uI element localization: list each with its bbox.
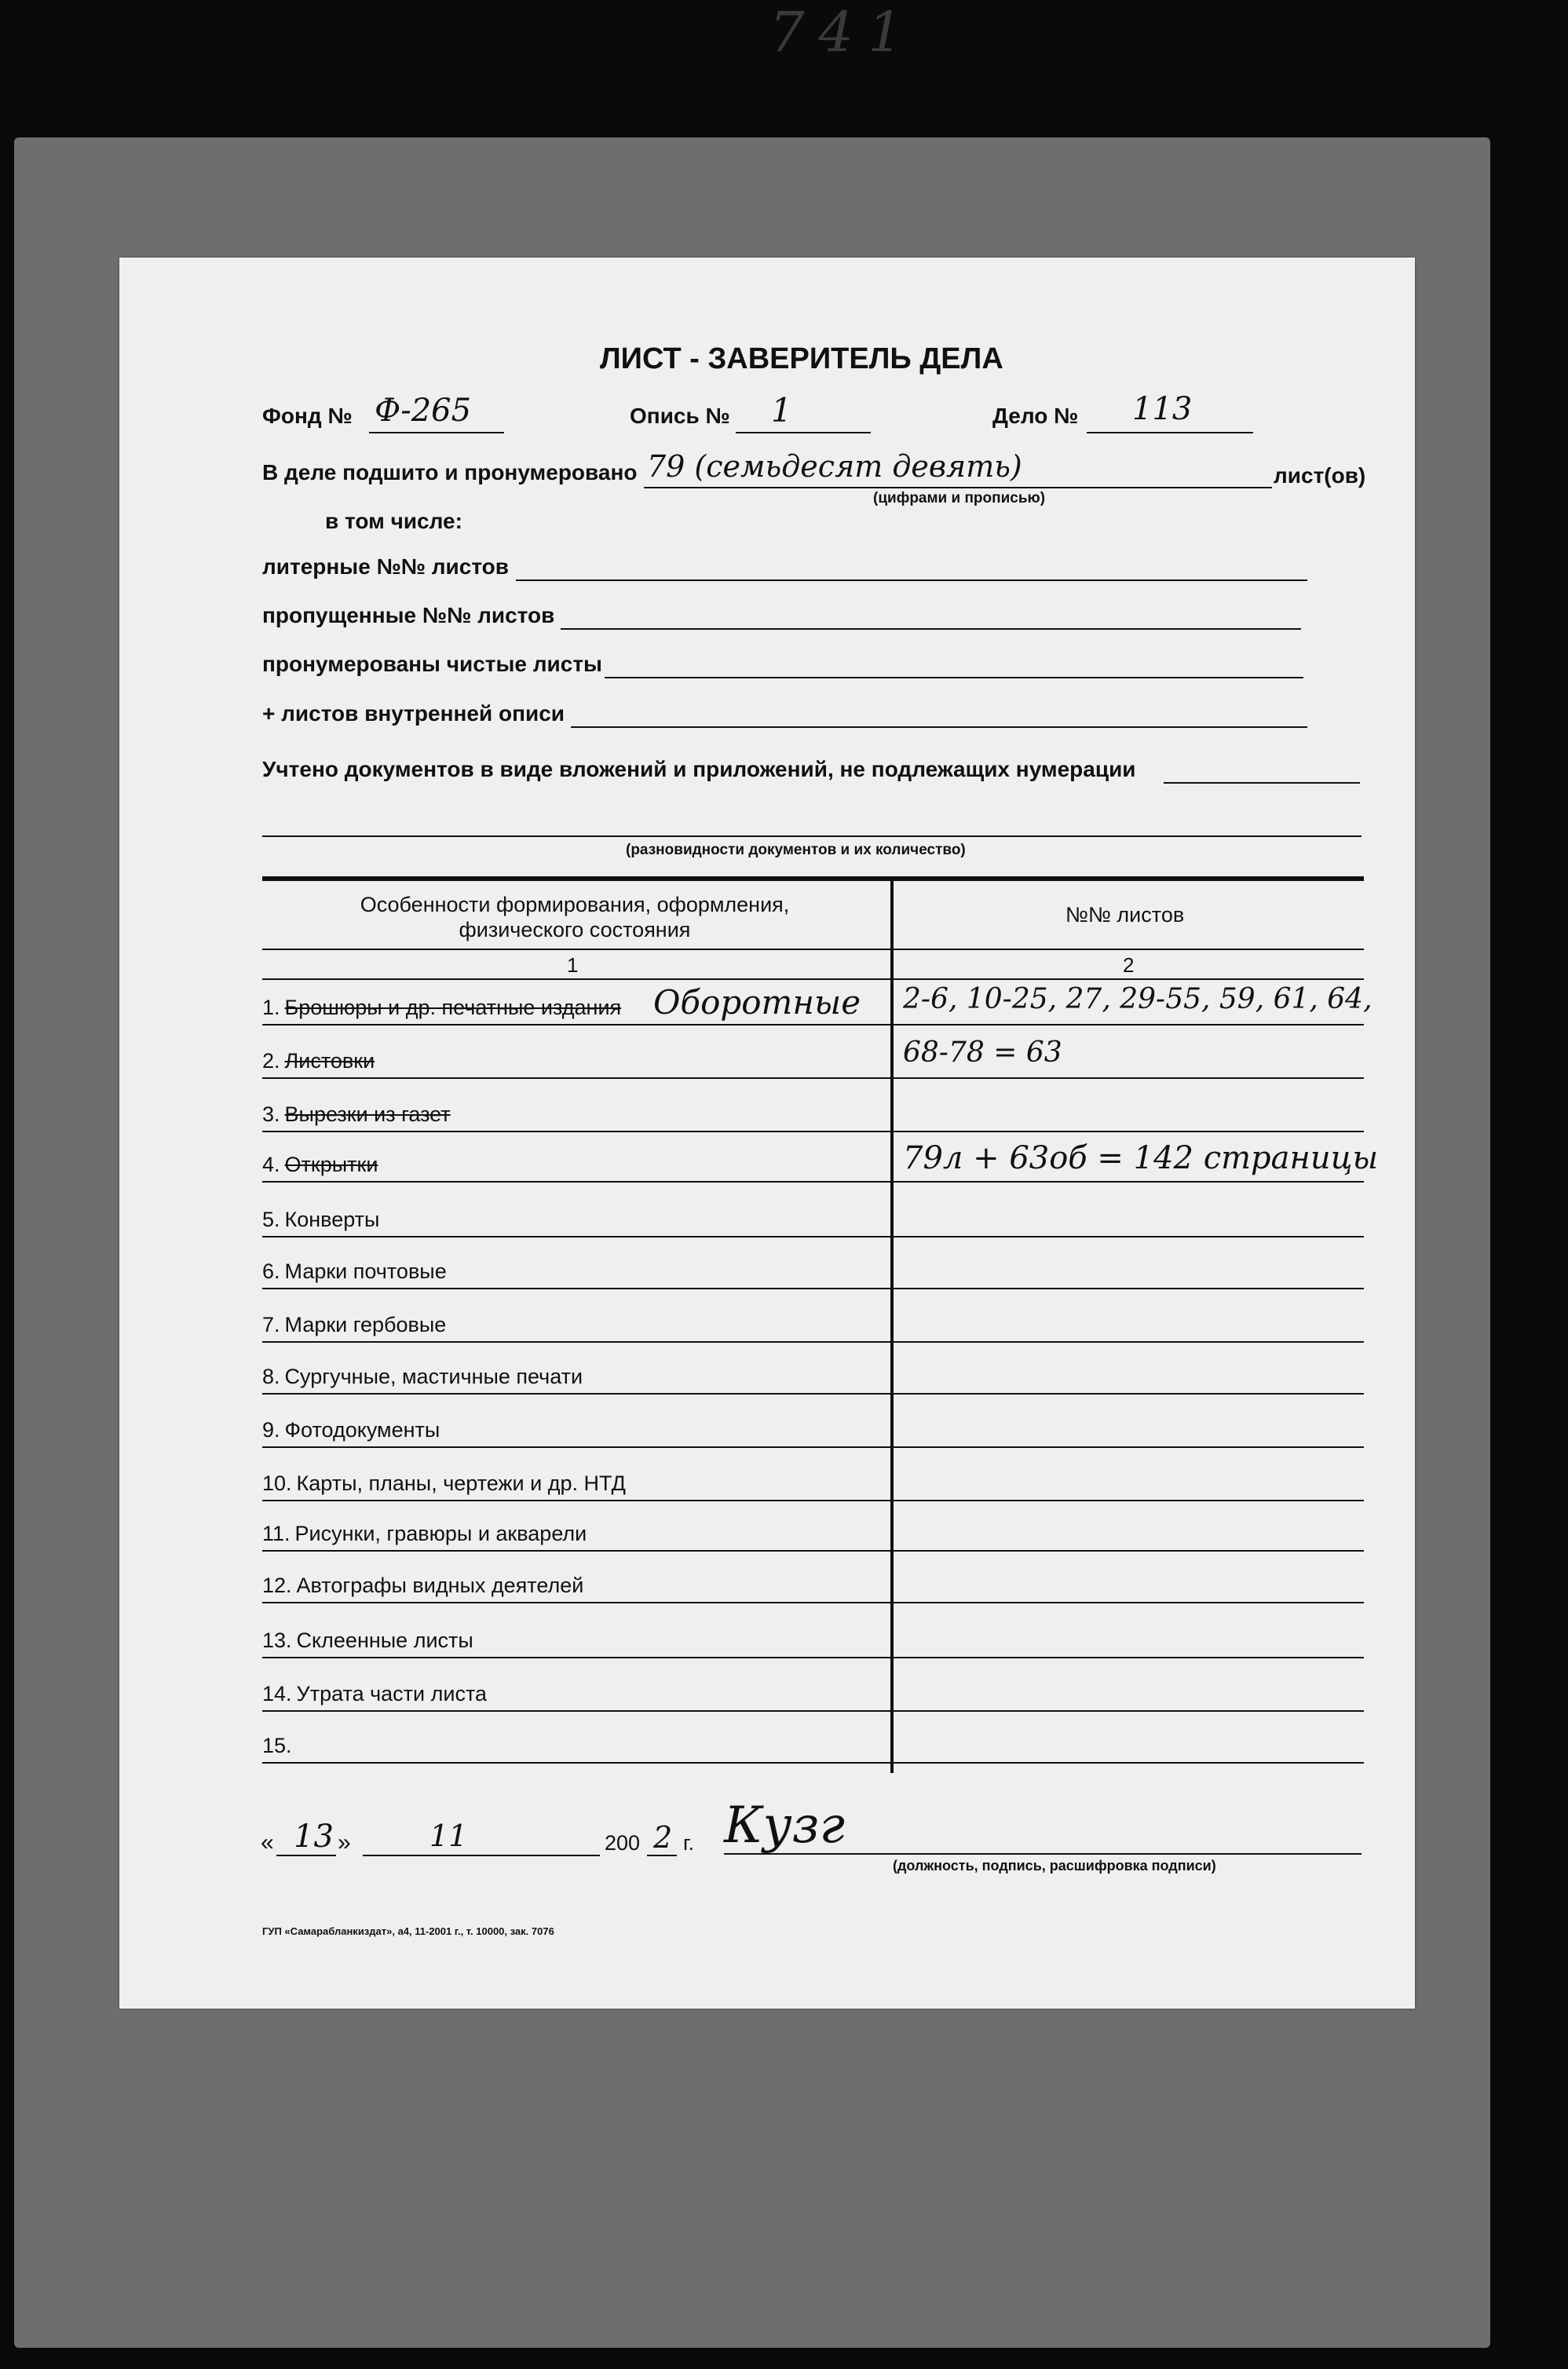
- date-month-line: [363, 1855, 600, 1856]
- date-year-suffix: г.: [683, 1831, 695, 1855]
- row-12-label: [262, 1574, 583, 1598]
- row-13-rule: [262, 1657, 1364, 1658]
- date-year-line: [647, 1855, 677, 1856]
- row-11-rule: [262, 1550, 1364, 1552]
- row-number: 7.: [262, 1313, 280, 1336]
- row-1-sheets: 2-6, 10-25, 27, 29-55, 59, 61, 64,: [903, 983, 1372, 1015]
- row-9-rule: [262, 1446, 1364, 1448]
- row-number: 6.: [262, 1259, 280, 1283]
- literal-sheets-label: литерные №№ листов: [262, 554, 510, 579]
- print-imprint: ГУП «Самарабланкиздат», а4, 11-2001 г., т. 10000, зак. 7076: [262, 1925, 554, 1937]
- sewn-caption: (цифрами и прописью): [873, 490, 1046, 506]
- scan-mark: [754, 0, 942, 71]
- row-3-label: [262, 1102, 451, 1127]
- row-12-rule: [262, 1602, 1364, 1603]
- table-column-divider: [890, 878, 894, 1773]
- signature-caption: (должность, подпись, расшифровка подписи): [893, 1858, 1216, 1874]
- row-text: Карты, планы, чертежи и др. НТД: [296, 1471, 626, 1495]
- row-15-rule: [262, 1762, 1364, 1764]
- row-number: 4.: [262, 1153, 280, 1176]
- date-year-digit: 2: [653, 1820, 673, 1855]
- row-4-sheets: 79л + 63об = 142 страницы: [903, 1140, 1379, 1176]
- skipped-sheets-line: [561, 628, 1301, 630]
- opis-value: 1: [771, 391, 792, 430]
- row-4-label: [262, 1153, 378, 1177]
- row-text: Утрата части листа: [296, 1682, 488, 1705]
- internal-inventory-label: + листов внутренней описи: [262, 701, 565, 726]
- row-8-label: [262, 1365, 583, 1389]
- row-1-label: [262, 996, 621, 1020]
- col2-header: №№ листов: [1065, 903, 1185, 927]
- row-8-rule: [262, 1393, 1364, 1395]
- row-6-label: [262, 1259, 447, 1284]
- date-day: 13: [294, 1819, 334, 1855]
- row-5-label: [262, 1208, 379, 1232]
- including-label: в том числе:: [325, 509, 462, 533]
- row-2-sheets: 68-78 = 63: [903, 1036, 1062, 1069]
- row-6-rule: [262, 1288, 1364, 1289]
- attachments-caption: (разновидности документов и их количество): [626, 842, 966, 858]
- certification-sheet: [119, 258, 1415, 2009]
- row-number: 12.: [262, 1574, 292, 1597]
- row-5-rule: [262, 1236, 1364, 1238]
- delo-underline: [1087, 432, 1253, 433]
- table-top-rule: [262, 876, 1364, 881]
- row-text: Брошюры и др. печатные издания: [284, 996, 622, 1019]
- row-number: 8.: [262, 1365, 280, 1388]
- row-number: 13.: [262, 1629, 292, 1652]
- row-number: 2.: [262, 1049, 280, 1073]
- row-13-label: [262, 1629, 473, 1653]
- col1-number: 1: [567, 953, 579, 977]
- row-text: Листовки: [284, 1049, 375, 1073]
- row-text: Вырезки из газет: [284, 1102, 451, 1126]
- row-14-label: [262, 1682, 487, 1706]
- row-10-label: [262, 1471, 626, 1496]
- col2-number: 2: [1123, 953, 1135, 977]
- row-2-rule: [262, 1077, 1364, 1079]
- blank-sheets-label: пронумерованы чистые листы: [262, 652, 602, 676]
- row-number: 10.: [262, 1471, 292, 1495]
- sewn-label: В деле подшито и пронумеровано: [262, 460, 638, 484]
- sewn-underline: [644, 487, 1272, 488]
- date-year-prefix: 200: [605, 1831, 641, 1855]
- row-3-rule: [262, 1131, 1364, 1132]
- row-7-label: [262, 1313, 446, 1337]
- signature-line: [724, 1853, 1361, 1855]
- date-month: 11: [429, 1819, 468, 1853]
- row-text: Открытки: [284, 1153, 378, 1176]
- header-rule: [262, 949, 1364, 950]
- row-14-rule: [262, 1710, 1364, 1712]
- row-7-rule: [262, 1341, 1364, 1343]
- row-number: 14.: [262, 1682, 292, 1705]
- row-number: 15.: [262, 1734, 292, 1757]
- col1-header: Особенности формирования, оформления, физического состояния: [360, 893, 790, 941]
- row-text: Склеенные листы: [296, 1629, 473, 1652]
- form-title: ЛИСТ - ЗАВЕРИТЕЛЬ ДЕЛА: [600, 342, 1003, 375]
- fond-value: Ф-265: [375, 393, 472, 429]
- attachments-label: Учтено документов в виде вложений и приложений, не подлежащих нумерации: [262, 757, 1136, 781]
- internal-inventory-line: [571, 726, 1307, 728]
- row-10-rule: [262, 1500, 1364, 1501]
- fond-label: Фонд №: [262, 404, 353, 428]
- literal-sheets-line: [516, 579, 1307, 581]
- blank-sheets-line: [605, 677, 1303, 678]
- delo-label: Дело №: [992, 404, 1079, 428]
- row-text: Фотодокументы: [284, 1418, 440, 1442]
- row-text: Автографы видных деятелей: [296, 1574, 584, 1597]
- row-text: Марки гербовые: [284, 1313, 447, 1336]
- date-day-line: [276, 1855, 336, 1856]
- attachments-line-2: [262, 835, 1361, 837]
- fond-underline: [369, 432, 504, 433]
- row-text: Марки почтовые: [284, 1259, 447, 1283]
- opis-underline: [736, 432, 871, 433]
- number-rule: [262, 978, 1364, 980]
- row-9-label: [262, 1418, 440, 1442]
- row-number: 5.: [262, 1208, 280, 1231]
- delo-value: 113: [1132, 391, 1193, 427]
- row-text: Сургучные, мастичные печати: [284, 1365, 583, 1388]
- row-number: 3.: [262, 1102, 280, 1126]
- row-15-label: [262, 1734, 297, 1758]
- sewn-suffix: лист(ов): [1274, 463, 1366, 488]
- row-number: 9.: [262, 1418, 280, 1442]
- row-text: Рисунки, гравюры и акварели: [294, 1522, 587, 1545]
- scan-mark-text: 741: [769, 0, 917, 64]
- row-1-rule: [262, 1024, 1364, 1025]
- row-text: Конверты: [284, 1208, 380, 1231]
- date-quote-close: »: [338, 1830, 351, 1855]
- opis-label: Опись №: [630, 404, 730, 428]
- row-number: 11.: [262, 1522, 291, 1545]
- sewn-value: 79 (семьдесят девять): [647, 449, 1022, 484]
- date-quote-open: «: [261, 1830, 274, 1855]
- row-2-label: [262, 1049, 375, 1073]
- row-11-label: [262, 1522, 587, 1546]
- signature: Кузг: [724, 1797, 845, 1855]
- skipped-sheets-label: пропущенные №№ листов: [262, 603, 555, 627]
- row-4-rule: [262, 1181, 1364, 1183]
- attachments-line-1: [1164, 782, 1360, 784]
- row-number: 1.: [262, 996, 280, 1019]
- row-1-hand-note: Оборотные: [653, 983, 861, 1022]
